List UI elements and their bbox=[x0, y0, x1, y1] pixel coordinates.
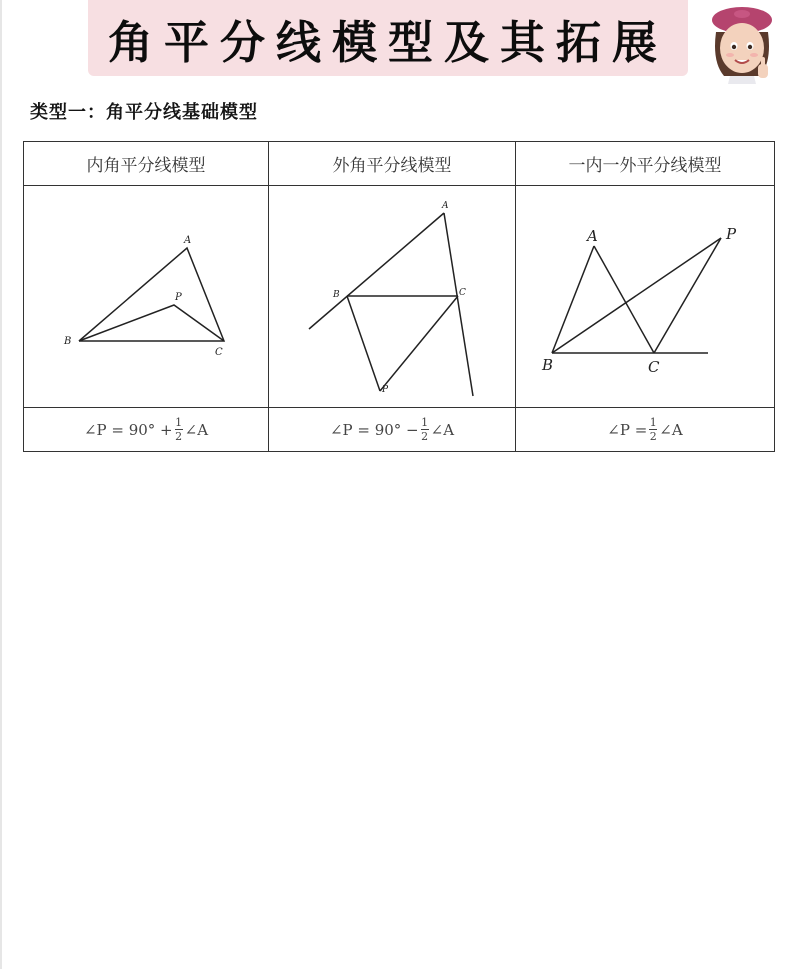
figure-label: P bbox=[382, 385, 389, 395]
figure-label: C bbox=[215, 347, 223, 358]
page-title: 角平分线模型及其拓展 bbox=[107, 15, 668, 69]
formula-inner-outer-bisector bbox=[516, 408, 774, 451]
figure-inner-outer-bisector bbox=[516, 186, 774, 408]
section-heading: 类型一：角平分线基础模型 bbox=[30, 102, 258, 123]
figure-label: P bbox=[726, 225, 737, 243]
formula-outer-bisector bbox=[269, 408, 515, 451]
figure-label: A bbox=[442, 201, 449, 211]
fraction-numerator: 1 bbox=[649, 416, 657, 429]
formula-rhs: ∠A bbox=[184, 420, 209, 439]
fraction bbox=[175, 417, 183, 442]
figure-label: B bbox=[333, 290, 340, 300]
figure-label: C bbox=[648, 358, 660, 376]
fraction-denominator: 2 bbox=[421, 430, 429, 443]
figure-label: A bbox=[184, 235, 192, 246]
formula-rhs: ∠A bbox=[430, 420, 455, 439]
header-inner-outer-bisector: 一内一外平分线模型 bbox=[568, 156, 722, 176]
fraction bbox=[421, 417, 429, 442]
figure-label: P bbox=[175, 292, 182, 303]
title-banner bbox=[88, 0, 688, 76]
page-edge bbox=[0, 0, 2, 969]
model-table bbox=[23, 141, 775, 452]
memoji-avatar-icon bbox=[702, 2, 782, 84]
figure-inner-bisector bbox=[24, 186, 268, 408]
figure-label: C bbox=[459, 288, 466, 298]
formula-lhs: ∠P = 90° + bbox=[83, 420, 173, 439]
figure-outer-bisector bbox=[269, 186, 515, 408]
fraction-denominator: 2 bbox=[649, 430, 657, 443]
figure-label: B bbox=[64, 336, 72, 347]
figure-label: B bbox=[542, 356, 554, 374]
formula-inner-bisector bbox=[24, 408, 268, 451]
formula-rhs: ∠A bbox=[659, 420, 683, 439]
formula-lhs: ∠P = 90° − bbox=[329, 420, 419, 439]
formula-lhs: ∠P = bbox=[607, 420, 648, 439]
header-inner-bisector: 内角平分线模型 bbox=[86, 156, 206, 176]
fraction-numerator: 1 bbox=[421, 416, 429, 429]
header-outer-bisector: 外角平分线模型 bbox=[332, 156, 452, 176]
fraction-denominator: 2 bbox=[175, 430, 183, 443]
fraction-numerator: 1 bbox=[175, 416, 183, 429]
fraction bbox=[649, 417, 657, 442]
figure-label: A bbox=[587, 227, 598, 245]
